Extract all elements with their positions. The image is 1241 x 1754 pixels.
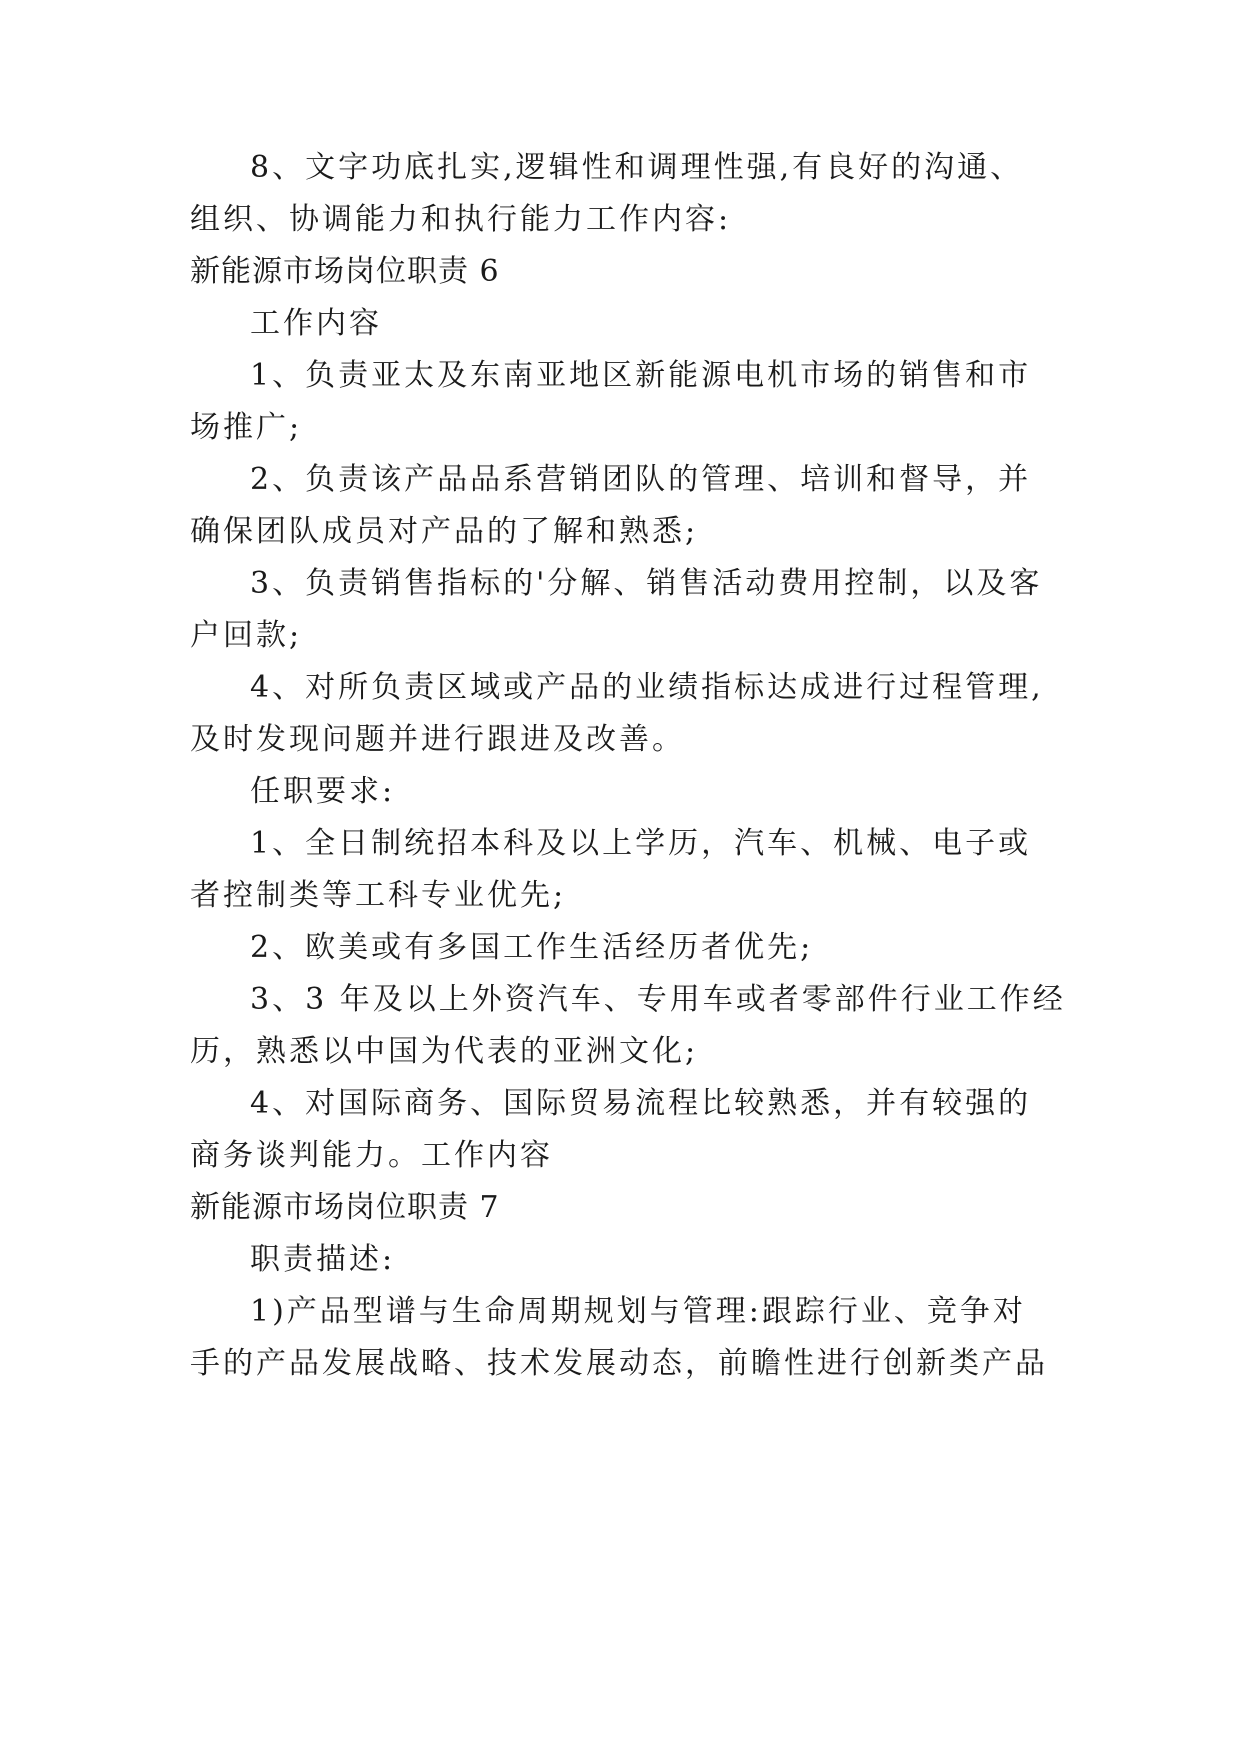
paragraph-line: 4、对国际商务、国际贸易流程比较熟悉，并有较强的: [250, 1086, 1032, 1121]
paragraph-line: 户回款;: [190, 618, 303, 653]
paragraph-line: 8、文字功底扎实,逻辑性和调理性强,有良好的沟通、: [250, 150, 1024, 185]
paragraph-line: 场推广;: [190, 410, 303, 445]
section-heading: 新能源市场岗位职责 7: [190, 1190, 500, 1225]
paragraph-line: 1、全日制统招本科及以上学历，汽车、机械、电子或: [250, 826, 1032, 861]
paragraph-line: 2、欧美或有多国工作生活经历者优先;: [250, 930, 814, 965]
paragraph-line: 商务谈判能力。工作内容: [190, 1138, 553, 1173]
paragraph-line: 确保团队成员对产品的了解和熟悉;: [190, 514, 699, 549]
paragraph-line: 4、对所负责区域或产品的业绩指标达成进行过程管理,: [250, 670, 1044, 705]
subheading: 任职要求:: [250, 774, 396, 809]
paragraph-line: 历，熟悉以中国为代表的亚洲文化;: [190, 1034, 699, 1069]
paragraph-line: 3、3 年及以上外资汽车、专用车或者零部件行业工作经: [250, 982, 1066, 1017]
subheading: 工作内容: [250, 306, 382, 341]
paragraph-line: 1、负责亚太及东南亚地区新能源电机市场的销售和市: [250, 358, 1032, 393]
paragraph-line: 2、负责该产品品系营销团队的管理、培训和督导，并: [250, 462, 1032, 497]
paragraph-line: 及时发现问题并进行跟进及改善。: [190, 722, 685, 757]
paragraph-line: 手的产品发展战略、技术发展动态，前瞻性进行创新类产品: [190, 1346, 1048, 1381]
subheading: 职责描述:: [250, 1242, 396, 1277]
section-heading: 新能源市场岗位职责 6: [190, 254, 500, 289]
paragraph-line: 组织、协调能力和执行能力工作内容:: [190, 202, 732, 237]
paragraph-line: 者控制类等工科专业优先;: [190, 878, 567, 913]
paragraph-line: 1)产品型谱与生命周期规划与管理:跟踪行业、竞争对: [250, 1294, 1026, 1329]
paragraph-line: 3、负责销售指标的'分解、销售活动费用控制，以及客: [250, 566, 1043, 601]
